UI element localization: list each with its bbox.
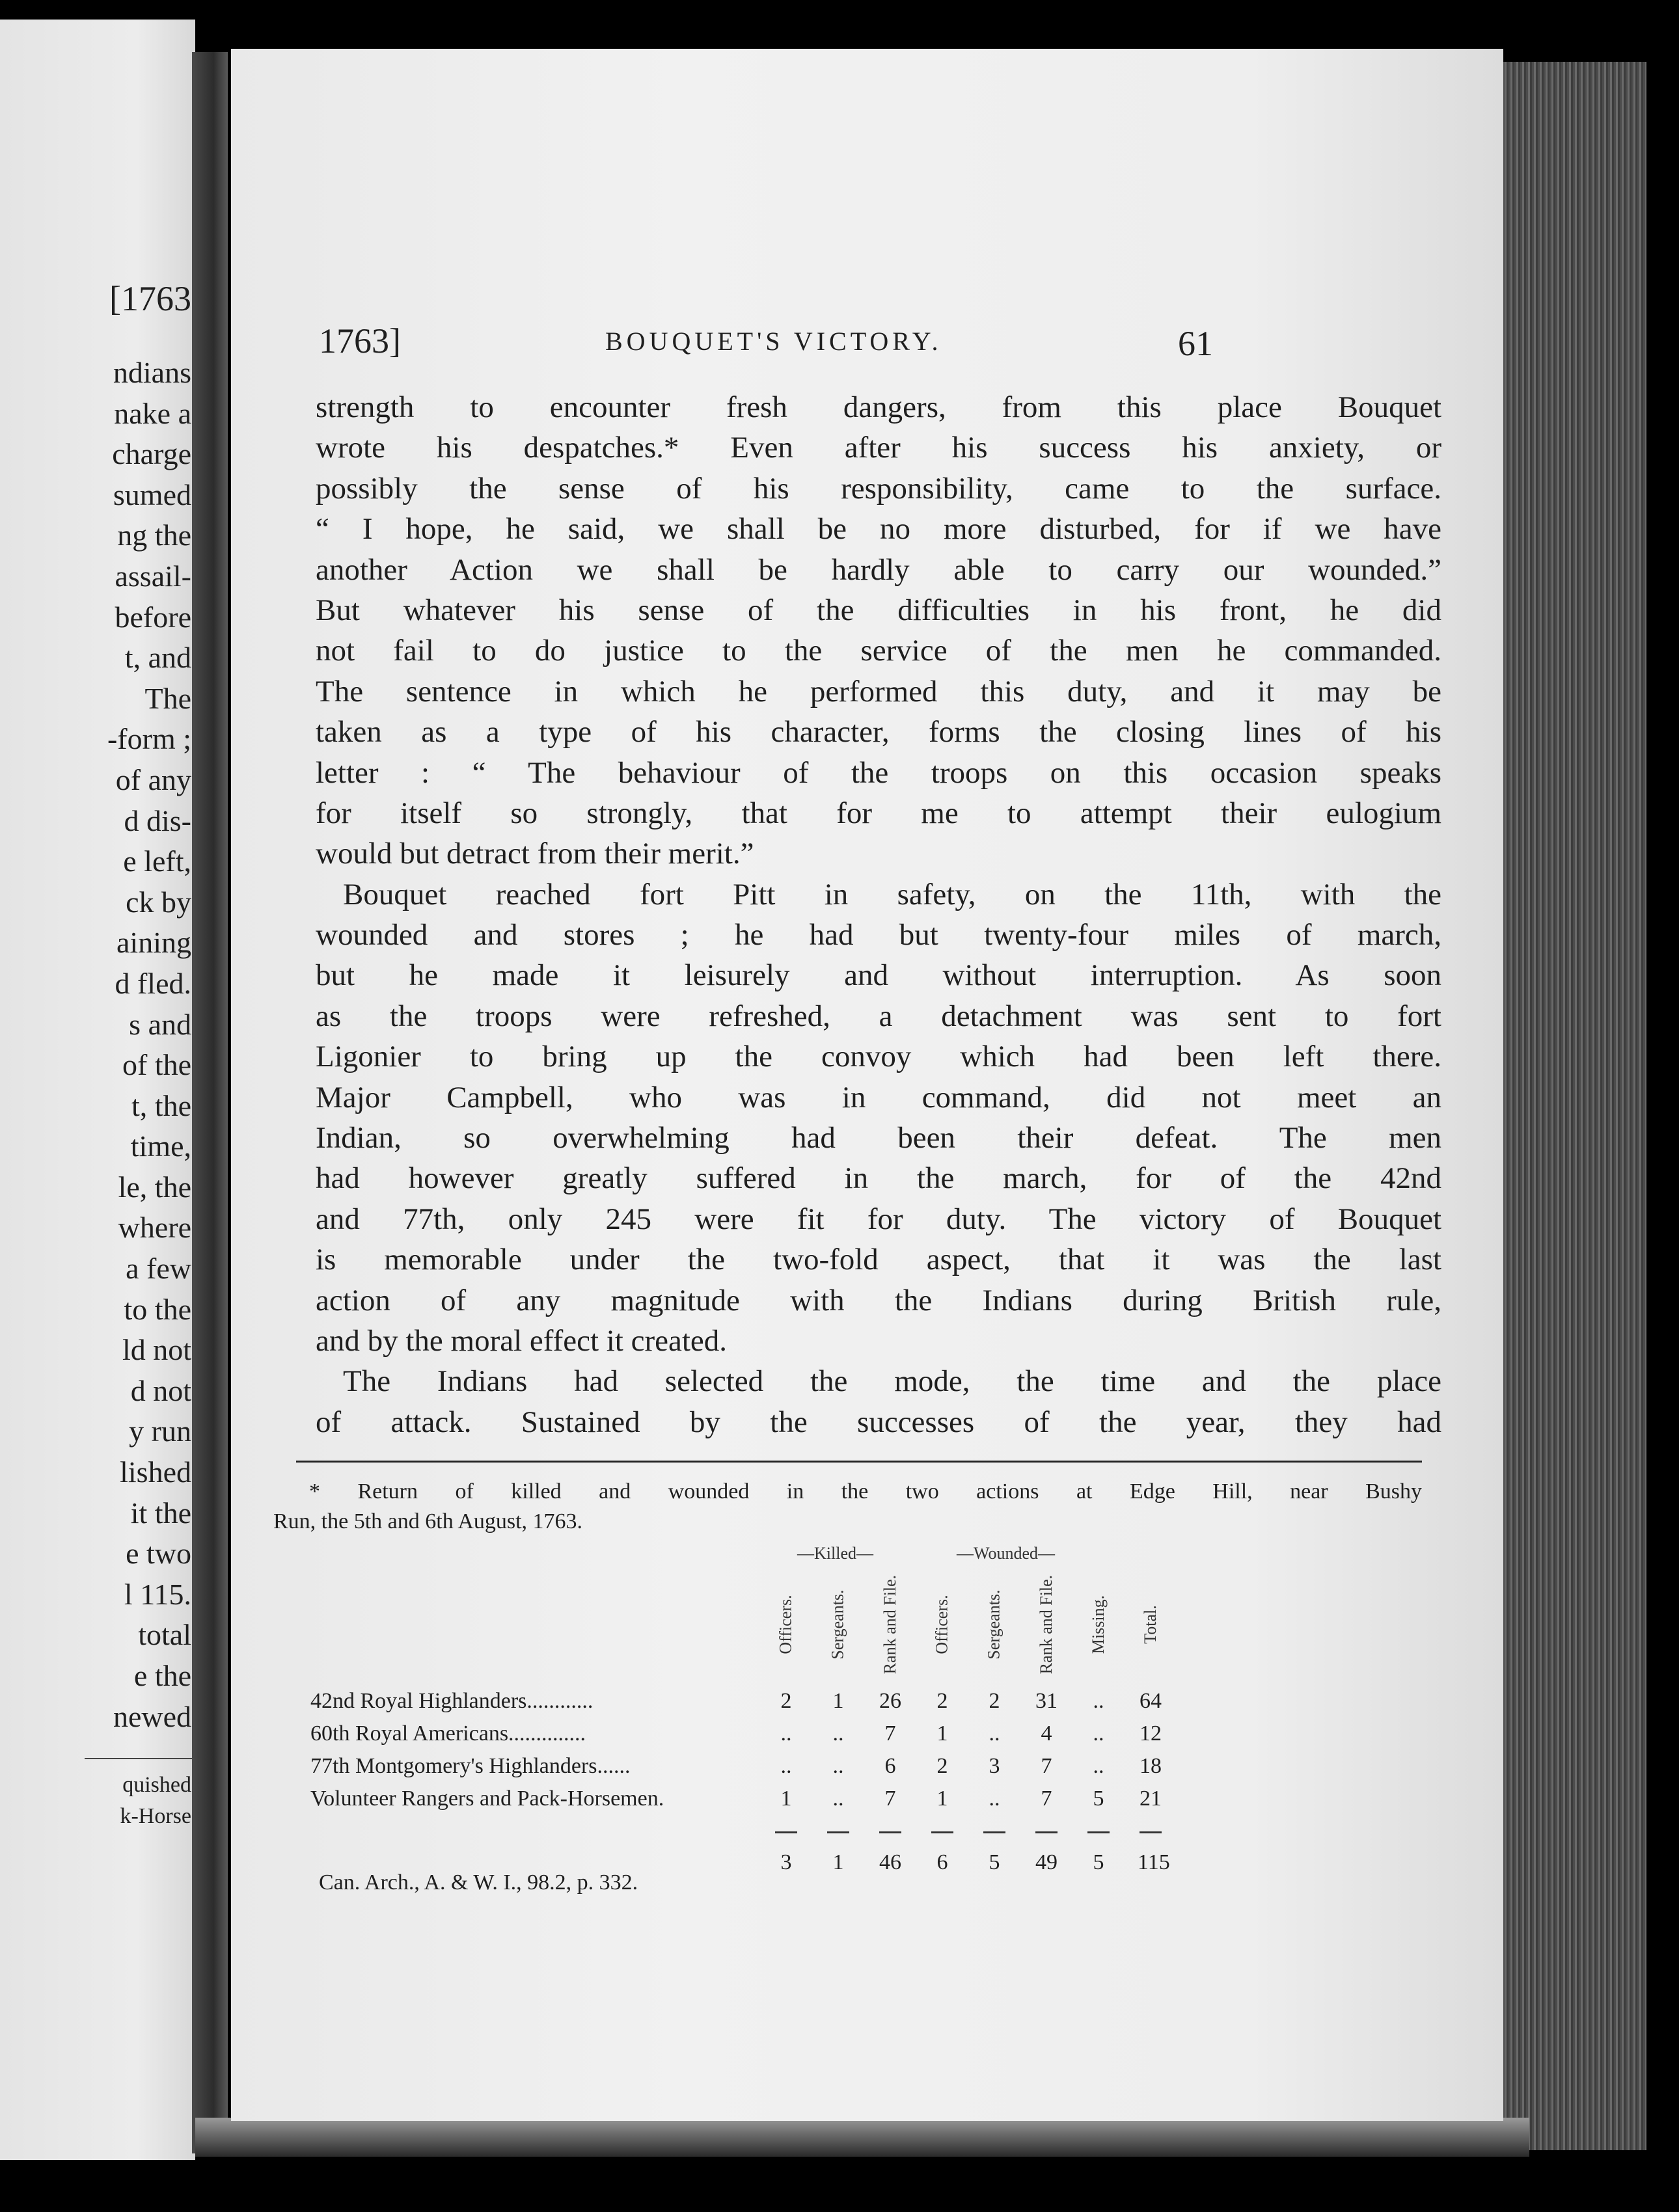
previous-page-line: of any — [115, 762, 191, 796]
body-line: Major Campbell, who was in command, did not meet an — [316, 1080, 1441, 1114]
previous-page-line: l 115. — [124, 1577, 191, 1611]
wounded-group-heading: —Wounded— — [957, 1544, 1055, 1563]
table-cell: 5 — [1093, 1787, 1104, 1811]
table-cell: 21 — [1140, 1787, 1162, 1811]
total-rule — [1140, 1831, 1162, 1833]
total-cell: 6 — [936, 1850, 948, 1874]
total-rule — [879, 1831, 901, 1833]
table-cell: 2 — [780, 1689, 792, 1713]
body-line: taken as a type of his character, forms the closing lines of his — [316, 715, 1441, 749]
column-header: Missing. — [1089, 1595, 1108, 1654]
previous-page-line: assail- — [115, 559, 191, 593]
previous-page-footnote — [120, 1770, 191, 1832]
total-rule — [1035, 1831, 1058, 1833]
previous-page-line: ld not — [122, 1333, 191, 1367]
previous-page-line: nake a — [114, 396, 191, 430]
previous-page-line: before — [115, 600, 191, 634]
book-gutter — [192, 52, 228, 2153]
previous-page-line: t, and — [124, 641, 191, 675]
body-line: and 77th, only 245 were fit for duty. The victory of Bouquet — [316, 1202, 1441, 1236]
footnote-line: Run, the 5th and 6th August, 1763. — [273, 1509, 583, 1533]
body-line: strength to encounter fresh dangers, from this place Bouquet — [316, 390, 1441, 424]
body-line: But whatever his sense of the difficulties in his front, he did — [316, 593, 1441, 627]
previous-page-line: le, the — [118, 1170, 191, 1204]
body-line: wounded and stores ; he had but twenty-four miles of march, — [316, 918, 1441, 952]
total-rule — [775, 1831, 797, 1833]
previous-page-line: -form ; — [107, 722, 191, 756]
previous-page-line: e two — [126, 1537, 191, 1571]
table-cell: 1 — [936, 1787, 948, 1811]
previous-page-line: it the — [130, 1496, 191, 1530]
table-cell: .. — [989, 1787, 1000, 1811]
book-page — [231, 49, 1503, 2121]
body-line: possibly the sense of his responsibility, came to the surface. — [316, 471, 1441, 506]
body-line: Bouquet reached fort Pitt in safety, on the 11th, with the — [343, 877, 1441, 911]
row-label: Volunteer Rangers and Pack-Horsemen. — [310, 1787, 664, 1811]
previous-page-line: e the — [133, 1659, 191, 1692]
footnote-line: * Return of killed and wounded in the two actions at Edge Hill, near Bushy — [309, 1479, 1422, 1504]
total-cell: 1 — [832, 1850, 844, 1874]
table-cell: .. — [832, 1754, 844, 1778]
body-line: The sentence in which he performed this duty, and it may be — [316, 674, 1441, 708]
total-cell: 5 — [989, 1850, 1000, 1874]
table-cell: 18 — [1140, 1754, 1162, 1778]
body-line: and by the moral effect it created. — [316, 1323, 728, 1358]
body-line: of attack. Sustained by the successes of the year, they had — [316, 1405, 1441, 1439]
table-row — [310, 1685, 1417, 1718]
body-line: would but detract from their merit.” — [316, 837, 754, 871]
table-cell: 12 — [1140, 1721, 1162, 1746]
previous-page-line: lished — [120, 1455, 191, 1489]
table-cell: 2 — [989, 1689, 1000, 1713]
previous-page-line: of the — [122, 1048, 191, 1082]
previous-page-line: e left, — [123, 844, 191, 878]
table-cell: .. — [1093, 1721, 1104, 1746]
table-cell: 2 — [936, 1754, 948, 1778]
previous-page-header: [1763 — [109, 279, 191, 318]
previous-page-line: charge — [112, 437, 191, 471]
previous-page — [0, 20, 195, 2160]
body-line: “ I hope, he said, we shall be no more disturbed, for if we have — [316, 512, 1441, 546]
body-line: not fail to do justice to the service of the men he commanded. — [316, 634, 1441, 668]
previous-page-line: d dis- — [124, 803, 191, 837]
body-line: letter : “ The behaviour of the troops on this occasion speaks — [316, 755, 1441, 790]
previous-page-line: where — [118, 1211, 191, 1245]
table-cell: 1 — [832, 1689, 844, 1713]
table-cell: .. — [989, 1721, 1000, 1746]
previous-page-line: ndians — [113, 356, 191, 389]
previous-page-line: s and — [129, 1007, 191, 1041]
previous-page-line: time, — [130, 1129, 191, 1163]
previous-page-line: total — [138, 1618, 191, 1652]
running-head-year: 1763] — [319, 321, 401, 360]
body-line: wrote his despatches.* Even after his success his anxiety, or — [316, 431, 1441, 465]
previous-page-line: ck by — [126, 885, 191, 919]
body-line: another Action we shall be hardly able to carry our wounded.” — [316, 552, 1441, 587]
running-head — [231, 321, 1467, 366]
column-header: Total. — [1141, 1605, 1160, 1644]
table-cell: 31 — [1035, 1689, 1058, 1713]
body-line: Ligonier to bring up the convoy which had been left there. — [316, 1040, 1441, 1074]
body-text — [316, 387, 1441, 1442]
body-line: Indian, so overwhelming had been their defeat. The men — [316, 1121, 1441, 1155]
table-cell: 64 — [1140, 1689, 1162, 1713]
previous-page-line: sumed — [113, 478, 191, 511]
table-cell: 7 — [884, 1787, 896, 1811]
table-cell: 1 — [780, 1787, 792, 1811]
previous-page-line: The — [144, 681, 191, 715]
previous-page-line: ng the — [117, 519, 191, 552]
row-label: 77th Montgomery's Highlanders...... — [310, 1754, 631, 1778]
total-rule — [1087, 1831, 1110, 1833]
table-cell: 7 — [1041, 1787, 1052, 1811]
table-cell: 6 — [884, 1754, 896, 1778]
book-bottom-edge — [195, 2118, 1529, 2157]
total-rule — [983, 1831, 1005, 1833]
killed-group-heading: —Killed— — [797, 1544, 873, 1563]
column-header: Officers. — [776, 1595, 796, 1654]
total-rule — [931, 1831, 953, 1833]
previous-page-footnote-line: k-Horse — [120, 1804, 191, 1828]
previous-page-line: a few — [126, 1252, 191, 1286]
table-cell: 7 — [1041, 1754, 1052, 1778]
previous-page-line: to the — [124, 1292, 191, 1326]
previous-page-line: d not — [130, 1373, 191, 1407]
previous-page-line: t, the — [131, 1088, 191, 1122]
table-cell: 26 — [879, 1689, 901, 1713]
previous-page-line: y run — [129, 1414, 191, 1448]
body-line: The Indians had selected the mode, the time and the place — [343, 1364, 1441, 1399]
previous-page-line: d fled. — [115, 966, 191, 1000]
page-number: 61 — [1178, 324, 1213, 363]
book-page-edges — [1497, 62, 1646, 2150]
total-cell: 3 — [780, 1850, 792, 1874]
running-head-title: BOUQUET'S VICTORY. — [605, 327, 942, 356]
previous-page-footnote-line: quished — [122, 1773, 191, 1797]
total-rule — [827, 1831, 849, 1833]
citation: Can. Arch., A. & W. I., 98.2, p. 332. — [319, 1870, 638, 1895]
table-cell: 1 — [936, 1721, 948, 1746]
body-line: for itself so strongly, that for me to attempt their eulogium — [316, 796, 1441, 830]
column-header: Sergeants. — [985, 1589, 1003, 1660]
table-cell: 7 — [884, 1721, 896, 1746]
previous-page-footnote-rule — [85, 1758, 195, 1759]
table-cell: .. — [832, 1721, 844, 1746]
body-line: but he made it leisurely and without interruption. As soon — [316, 958, 1441, 993]
table-cell: .. — [780, 1754, 792, 1778]
column-header: Sergeants. — [828, 1589, 847, 1660]
table-cell: 2 — [936, 1689, 948, 1713]
row-label: 42nd Royal Highlanders............ — [310, 1689, 594, 1713]
previous-page-line: newed — [113, 1699, 191, 1733]
previous-page-line: aining — [116, 926, 191, 960]
table-row — [310, 1750, 1417, 1783]
body-line: action of any magnitude with the Indians during British rule, — [316, 1283, 1441, 1317]
total-cell: 49 — [1035, 1850, 1058, 1874]
total-cell: 5 — [1093, 1850, 1104, 1874]
footnote-text — [273, 1477, 1422, 1537]
row-label: 60th Royal Americans.............. — [310, 1721, 586, 1746]
table-cell: 3 — [989, 1754, 1000, 1778]
table-cell: .. — [780, 1721, 792, 1746]
body-line: is memorable under the two-fold aspect, that it was the last — [316, 1243, 1441, 1277]
footnote-rule — [296, 1461, 1422, 1463]
column-header: Rank and File. — [880, 1574, 899, 1675]
column-header: Officers. — [933, 1595, 952, 1654]
table-row — [310, 1783, 1417, 1815]
table-row — [310, 1718, 1417, 1750]
total-cell: 46 — [879, 1850, 901, 1874]
table-cell: .. — [1093, 1754, 1104, 1778]
casualty-table — [310, 1685, 1417, 1815]
table-cell: 4 — [1041, 1721, 1052, 1746]
body-line: had however greatly suffered in the march, for of the 42nd — [316, 1161, 1441, 1196]
total-cell: 115 — [1138, 1850, 1170, 1874]
body-line: as the troops were refreshed, a detachment was sent to fort — [316, 999, 1441, 1033]
column-header: Rank and File. — [1037, 1574, 1056, 1675]
previous-page-text — [107, 353, 191, 1737]
table-cell: .. — [1093, 1689, 1104, 1713]
table-cell: .. — [832, 1787, 844, 1811]
